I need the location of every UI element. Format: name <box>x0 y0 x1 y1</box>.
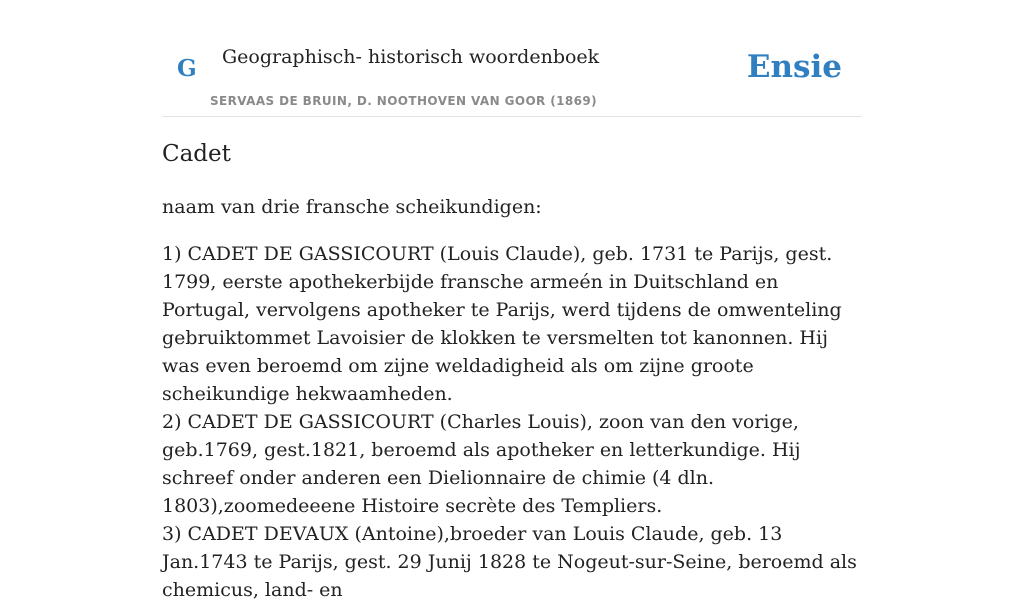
entry-lead: naam van drie fransche scheikundigen: <box>162 196 542 218</box>
entry-paragraph-3: 3) CADET DEVAUX (Antoine),broeder van Louis Claude, geb. 13 Jan.1743 te Parijs, gest. 29 Junij 1828 te Nogeut-sur-Seine, beroemd als chemicus, land- en <box>162 523 857 601</box>
entry-paragraph-2: 2) CADET DE GASSICOURT (Charles Louis), zoon van den vorige, geb.1769, gest.1821, beroemd als apotheker en letterkundige. Hij schreef onder anderen een Dielionnaire de chimie (4 dln. 1803),zoomedeeene Histoire secrète des Templiers. <box>162 411 801 517</box>
entry-paragraph-1: 1) CADET DE GASSICOURT (Louis Claude), geb. 1731 te Parijs, gest. 1799, eerste apothekerbijde fransche armeén in Duitschland en Portugal, vervolgens apotheker te Parijs, werd tijdens de omwenteling gebruiktommet Lavoisier de klokken te versmelten tot kanonnen. Hij was even beroemd om zijne weldadigheid als om zijne groote scheikundige hekwaamheden. <box>162 243 842 405</box>
entry-title: Cadet <box>162 141 231 167</box>
entry-body <box>162 240 867 604</box>
book-authors: SERVAAS DE BRUIN, D. NOOTHOVEN VAN GOOR (1869) <box>210 94 598 108</box>
book-header <box>162 0 862 117</box>
book-title-link[interactable]: Geographisch- historisch woordenboek <box>222 46 600 68</box>
book-letter-link[interactable]: G <box>177 55 197 82</box>
entry-content <box>162 140 867 604</box>
ensie-logo-link[interactable]: Ensie <box>746 49 842 85</box>
